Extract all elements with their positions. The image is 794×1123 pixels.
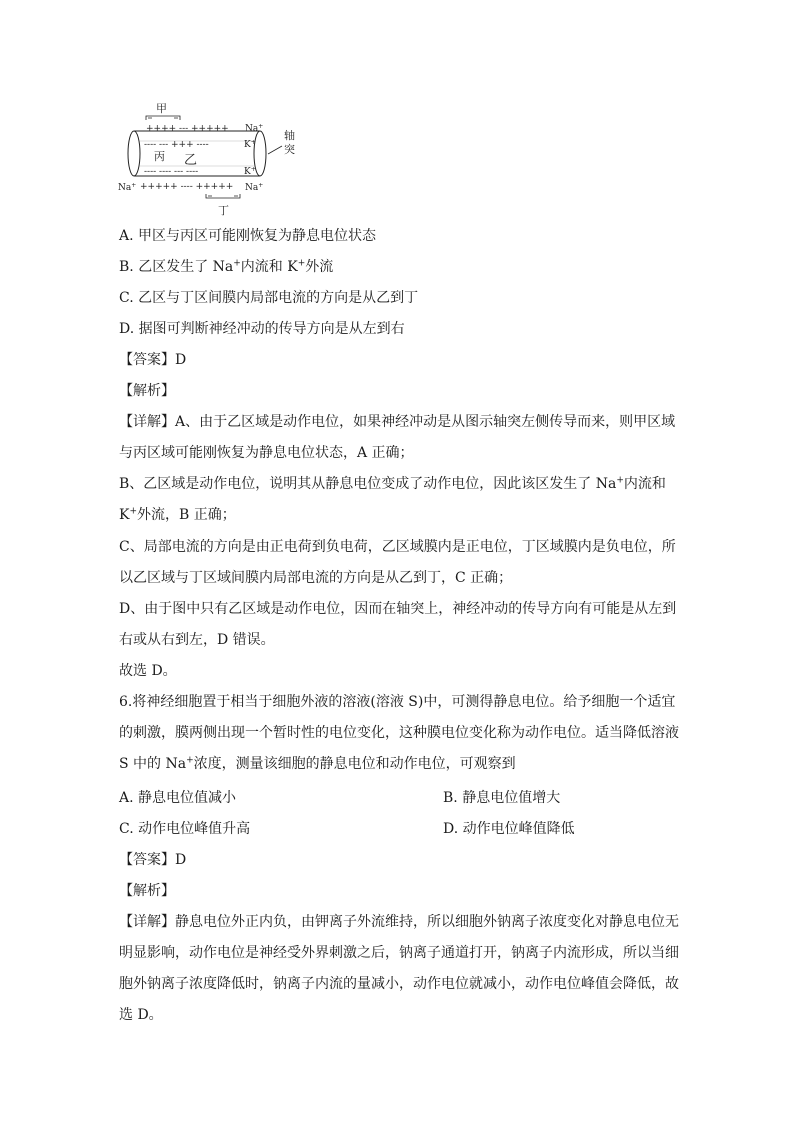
q6-answer: 【答案】D	[119, 852, 187, 868]
membrane-row-1: ++++ --- +++++	[146, 124, 229, 134]
membrane-row-3: ---- ---- --- ----	[144, 167, 199, 177]
membrane-row-4: +++++ ---- +++++	[140, 182, 234, 192]
q6-detail-line: 【详解】静息电位外正内负，由钾离子外流维持，所以细胞外钠离子浓度变化对静息电位无	[119, 914, 679, 930]
label-bing: 丙	[154, 150, 165, 163]
q5-detail-line: 与丙区域可能刚恢复为静息电位状态，A 正确；	[119, 445, 414, 461]
q6-option-d: D. 动作电位峰值降低	[443, 821, 575, 837]
q5-analysis-heading: 【解析】	[119, 383, 175, 399]
q6-stem-line: S 中的 Na+浓度，测量该细胞的静息电位和动作电位，可观察到	[119, 755, 516, 772]
label-axon-2: 突	[284, 143, 295, 156]
q5-option-d: D. 据图可判断神经冲动的传导方向是从左到右	[119, 321, 405, 337]
q6-detail-line: 胞外钠离子浓度降低时，钠离子内流的量减小，动作电位就减小，动作电位峰值会降低，故	[119, 976, 679, 992]
ion-na-top: Na+	[245, 123, 264, 134]
q6-option-b: B. 静息电位值增大	[443, 790, 561, 806]
ion-k-upper: K+	[244, 139, 256, 150]
q5-detail-line: C、局部电流的方向是由正电荷到负电荷，乙区域膜内是正电位，丁区域膜内是负电位，所	[119, 539, 676, 555]
q5-option-c: C. 乙区与丁区间膜内局部电流的方向是从乙到丁	[119, 290, 419, 306]
q6-option-a: A. 静息电位值减小	[119, 790, 237, 806]
label-jia: 甲	[156, 102, 167, 115]
membrane-row-2: ---- --- +++ ----	[144, 140, 209, 150]
q5-option-a: A. 甲区与丙区可能刚恢复为静息电位状态	[119, 228, 377, 244]
label-ding: 丁	[218, 204, 229, 217]
q5-detail-line: 【详解】A、由于乙区域是动作电位，如果神经冲动是从图示轴突左侧传导而来，则甲区域	[119, 414, 676, 430]
q5-option-b: B. 乙区发生了 Na+内流和 K+外流	[119, 258, 334, 275]
label-axon-1: 轴	[284, 129, 295, 142]
ion-k-lower: K+	[244, 166, 256, 177]
q5-answer: 【答案】D	[119, 352, 187, 368]
q5-detail-line: D、由于图中只有乙区域是动作电位，因而在轴突上，神经冲动的传导方向有可能是从左到	[119, 601, 677, 617]
ion-na-bottom-left: Na+	[118, 182, 137, 193]
q6-option-c: C. 动作电位峰值升高	[119, 821, 251, 837]
axon-diagram	[118, 98, 308, 220]
q6-stem-line: 6.将神经细胞置于相当于细胞外液的溶液(溶液 S)中，可测得静息电位。给予细胞一个适宜	[119, 694, 676, 710]
q5-conclusion: 故选 D。	[119, 663, 177, 679]
q5-detail-line: K+外流，B 正确；	[119, 506, 236, 523]
q6-detail-line: 明显影响，动作电位是神经受外界刺激之后，钠离子通道打开，钠离子内流形成，所以当细	[119, 945, 679, 961]
ion-na-bottom-right: Na+	[245, 182, 264, 193]
q5-detail-line: 以乙区域与丁区域间膜内局部电流的方向是从乙到丁，C 正确；	[119, 570, 513, 586]
q6-detail-line: 选 D。	[119, 1007, 163, 1023]
q5-detail-line: B、乙区域是动作电位，说明其从静息电位变成了动作电位，因此该区发生了 Na+内流和	[119, 475, 666, 492]
label-yi: 乙	[184, 153, 198, 168]
q6-analysis-heading: 【解析】	[119, 883, 175, 899]
q5-detail-line: 右或从右到左，D 错误。	[119, 632, 275, 648]
q6-stem-line: 的刺激，膜两侧出现一个暂时性的电位变化，这种膜电位变化称为动作电位。适当降低溶液	[119, 725, 679, 741]
